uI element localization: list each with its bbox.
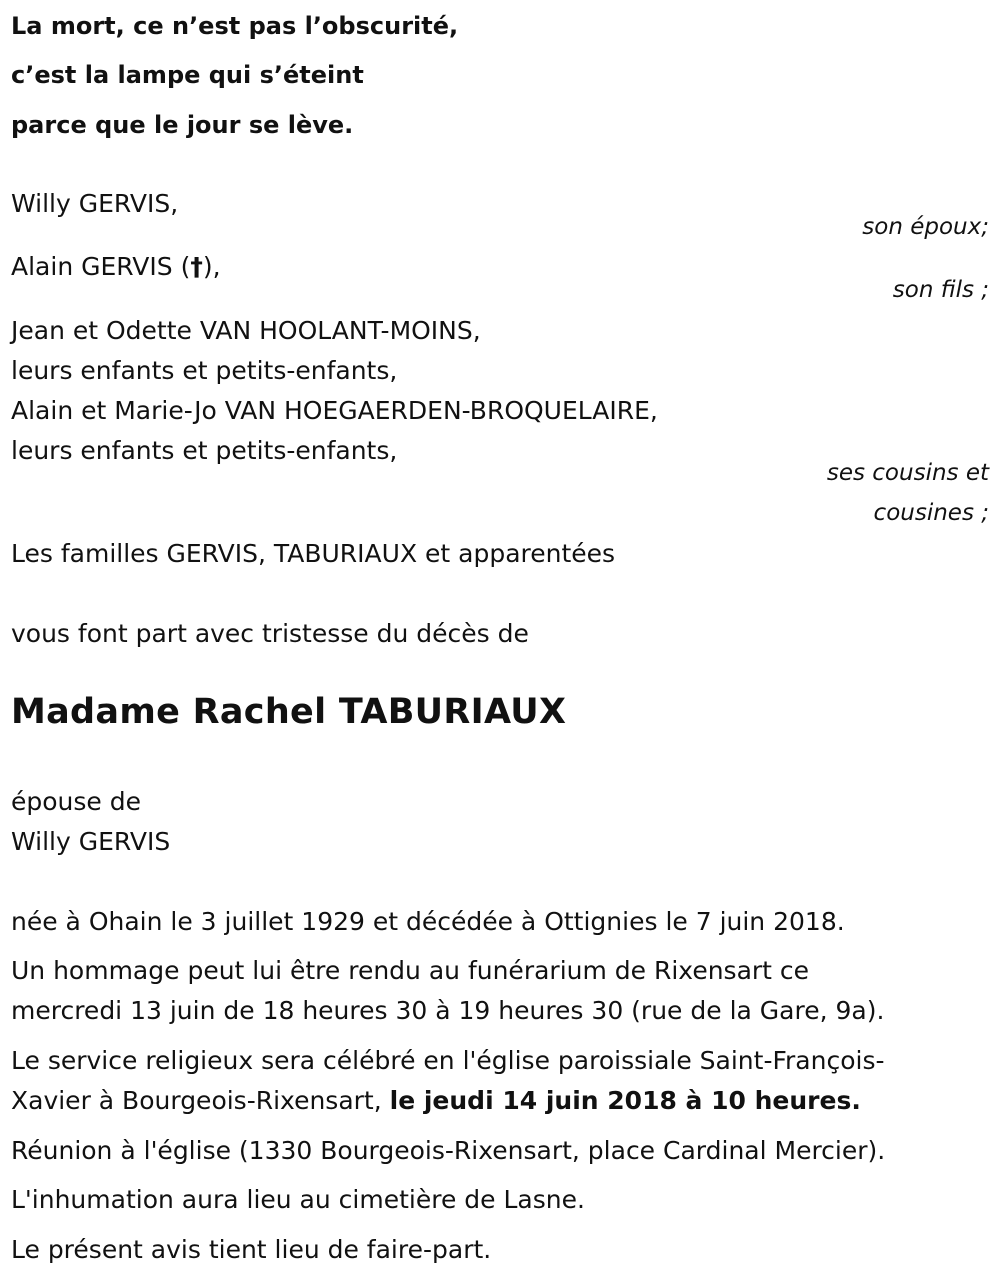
son-name <box>11 252 221 281</box>
burial-line: L'inhumation aura lieu au cimetière de Lasne. <box>11 1185 585 1214</box>
homage-line-2: mercredi 13 juin de 18 heures 30 à 19 heures 30 (rue de la Gare, 9a). <box>11 996 885 1025</box>
service-line-1: Le service religieux sera célébré en l'église paroissiale Saint-François- <box>11 1046 885 1075</box>
cousins-line-1: Jean et Odette VAN HOOLANT-MOINS, <box>11 316 481 345</box>
cousins-role-line-2: cousines ; <box>873 500 989 526</box>
deceased-spouse-name: Willy GERVIS <box>11 827 171 856</box>
notice-line: Le présent avis tient lieu de faire-part. <box>11 1235 492 1264</box>
cousins-line-4: leurs enfants et petits-enfants, <box>11 436 398 465</box>
birth-death-line: née à Ohain le 3 juillet 1929 et décédée à Ottignies le 7 juin 2018. <box>11 907 845 936</box>
son-name-prefix: Alain GERVIS ( <box>11 252 191 281</box>
cross-icon: † <box>190 252 203 281</box>
cousins-role-line-1: ses cousins et <box>826 460 989 486</box>
cousins-line-3: Alain et Marie-Jo VAN HOEGAERDEN-BROQUELAIRE, <box>11 396 658 425</box>
spouse-name: Willy GERVIS, <box>11 189 179 218</box>
spouse-role: son époux; <box>862 214 989 240</box>
son-role: son fils ; <box>892 277 989 303</box>
epigraph-line-3: parce que le jour se lève. <box>11 111 354 139</box>
son-name-suffix: ), <box>202 252 221 281</box>
meeting-line: Réunion à l'église (1330 Bourgeois-Rixensart, place Cardinal Mercier). <box>11 1136 886 1165</box>
deceased-name: Madame Rachel TABURIAUX <box>11 692 567 732</box>
service-line-2 <box>11 1086 861 1115</box>
cousins-line-2: leurs enfants et petits-enfants, <box>11 356 398 385</box>
homage-line-1: Un hommage peut lui être rendu au funérarium de Rixensart ce <box>11 956 810 985</box>
epigraph-line-2: c’est la lampe qui s’éteint <box>11 61 364 89</box>
announcement: vous font part avec tristesse du décès de <box>11 619 529 648</box>
spouse-label: épouse de <box>11 787 141 816</box>
epigraph-line-1: La mort, ce n’est pas l’obscurité, <box>11 12 459 40</box>
families-line: Les familles GERVIS, TABURIAUX et apparentées <box>11 539 616 568</box>
service-line-2-start: Xavier à Bourgeois-Rixensart, <box>11 1086 390 1115</box>
service-date-time: le jeudi 14 juin 2018 à 10 heures. <box>389 1086 861 1115</box>
